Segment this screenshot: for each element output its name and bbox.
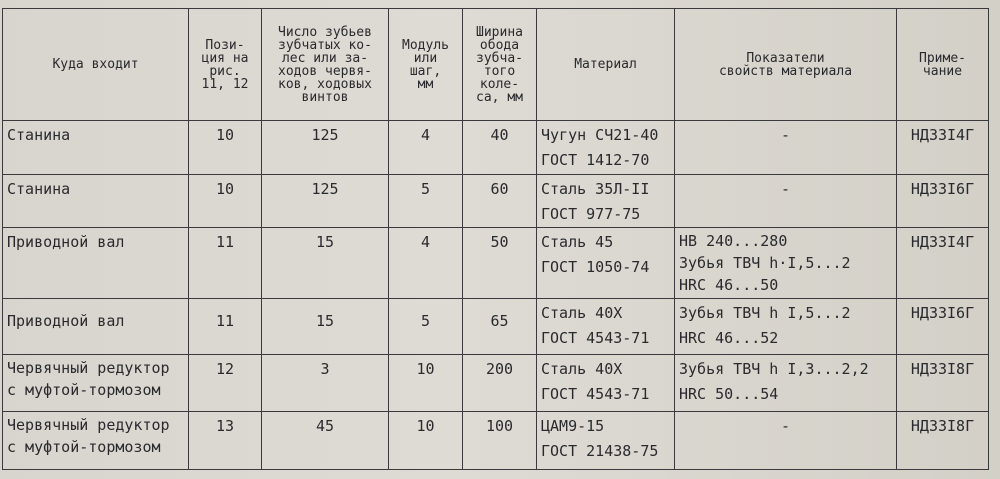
cell-note: НД33I4Г <box>897 121 989 175</box>
cell-teeth: 125 <box>262 174 389 228</box>
cell-properties: Зубья ТВЧ h I,5...2 HRC 46...52 <box>675 299 897 355</box>
cell-position: 11 <box>189 299 262 355</box>
table-row <box>3 299 989 355</box>
col-header-properties: Показатели свойств материала <box>675 9 897 121</box>
gear-parts-table <box>2 8 989 470</box>
cell-teeth: 15 <box>262 228 389 299</box>
cell-teeth: 15 <box>262 299 389 355</box>
cell-destination: Станина <box>3 121 189 175</box>
table-row <box>3 174 989 228</box>
cell-width: 65 <box>463 299 537 355</box>
cell-position: 11 <box>189 228 262 299</box>
cell-properties: НВ 240...280 Зубья ТВЧ h·I,5...2 HRC 46...50 <box>675 228 897 299</box>
cell-width: 50 <box>463 228 537 299</box>
cell-note: НД33I6Г <box>897 174 989 228</box>
cell-width: 100 <box>463 412 537 470</box>
cell-module: 5 <box>389 174 463 228</box>
col-header-teeth: Число зубьев зубчатых ко- лес или за- ходов червя- ков, ходовых винтов <box>262 9 389 121</box>
cell-destination: Приводной вал <box>3 299 189 355</box>
cell-width: 200 <box>463 354 537 412</box>
cell-module: 4 <box>389 121 463 175</box>
cell-teeth: 3 <box>262 354 389 412</box>
cell-note: НД33I8Г <box>897 354 989 412</box>
cell-position: 12 <box>189 354 262 412</box>
cell-note: НД33I8Г <box>897 412 989 470</box>
cell-note: НД33I4Г <box>897 228 989 299</box>
cell-width: 60 <box>463 174 537 228</box>
cell-material: ЦАМ9-15 ГОСТ 21438-75 <box>537 412 675 470</box>
cell-destination: Станина <box>3 174 189 228</box>
cell-properties: Зубья ТВЧ h I,3...2,2 HRC 50...54 <box>675 354 897 412</box>
cell-properties: - <box>675 121 897 175</box>
cell-properties: - <box>675 412 897 470</box>
col-header-module: Модуль или шаг, мм <box>389 9 463 121</box>
cell-module: 5 <box>389 299 463 355</box>
cell-module: 10 <box>389 354 463 412</box>
cell-module: 10 <box>389 412 463 470</box>
cell-position: 10 <box>189 174 262 228</box>
cell-teeth: 45 <box>262 412 389 470</box>
header-row <box>3 9 989 121</box>
cell-material: Сталь 35Л-II ГОСТ 977-75 <box>537 174 675 228</box>
cell-position: 10 <box>189 121 262 175</box>
col-header-material: Материал <box>537 9 675 121</box>
table-row <box>3 354 989 412</box>
cell-width: 40 <box>463 121 537 175</box>
cell-destination: Червячный редуктор с муфтой-тормозом <box>3 354 189 412</box>
cell-material: Чугун СЧ21-40 ГОСТ 1412-70 <box>537 121 675 175</box>
col-header-position: Пози- ция на рис. 11, 12 <box>189 9 262 121</box>
cell-material: Сталь 40Х ГОСТ 4543-71 <box>537 354 675 412</box>
table-row <box>3 228 989 299</box>
col-header-note: Приме- чание <box>897 9 989 121</box>
col-header-width: Ширина обода зубча- того коле- са, мм <box>463 9 537 121</box>
cell-note: НД33I6Г <box>897 299 989 355</box>
cell-destination: Червячный редуктор с муфтой-тормозом <box>3 412 189 470</box>
cell-module: 4 <box>389 228 463 299</box>
table-row <box>3 412 989 470</box>
table-row <box>3 121 989 175</box>
cell-material: Сталь 40Х ГОСТ 4543-71 <box>537 299 675 355</box>
cell-material: Сталь 45 ГОСТ 1050-74 <box>537 228 675 299</box>
cell-properties: - <box>675 174 897 228</box>
col-header-destination: Куда входит <box>3 9 189 121</box>
cell-destination: Приводной вал <box>3 228 189 299</box>
cell-teeth: 125 <box>262 121 389 175</box>
cell-position: 13 <box>189 412 262 470</box>
